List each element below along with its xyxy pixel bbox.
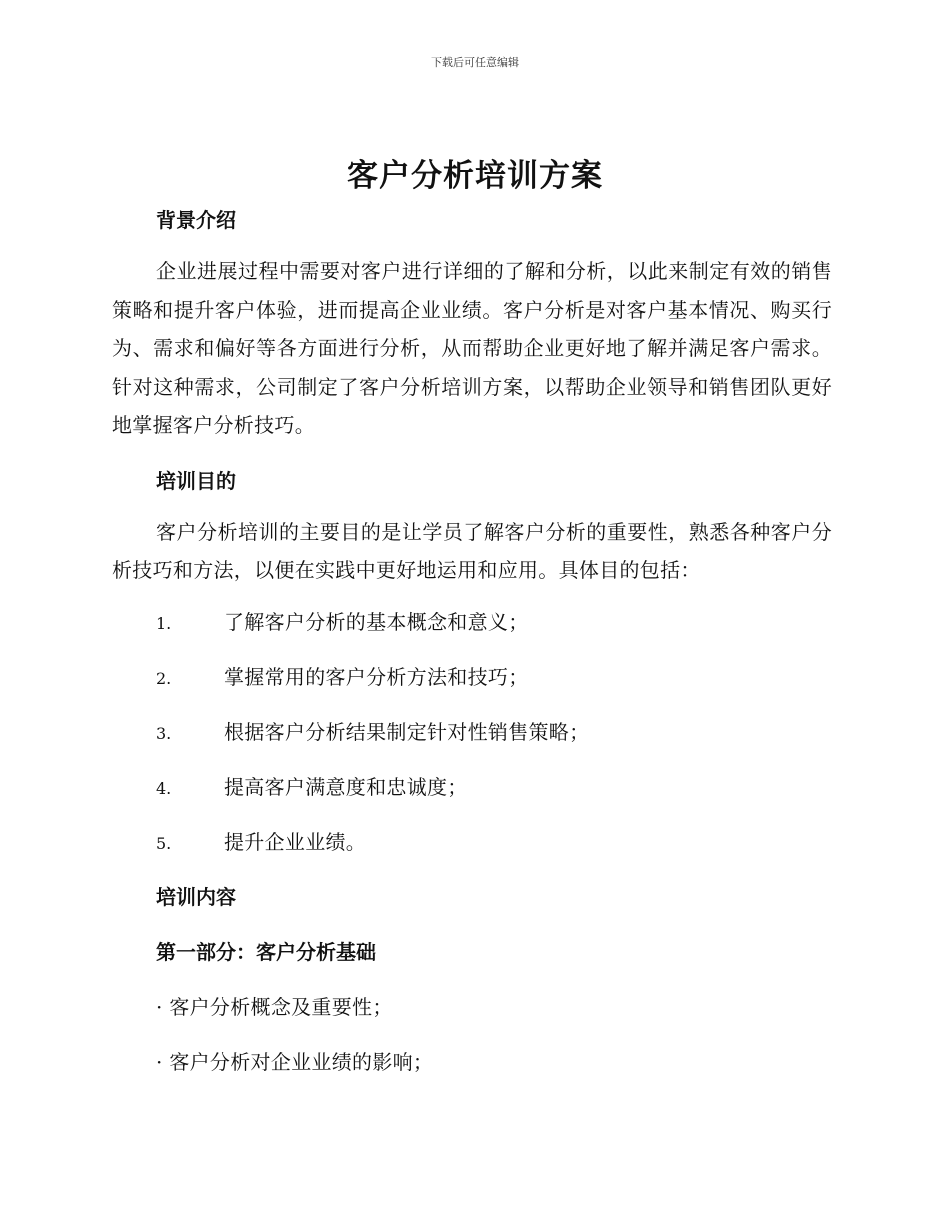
- list-item-text: 掌握常用的客户分析方法和技巧；: [224, 664, 529, 689]
- document-body: [112, 202, 832, 1099]
- list-item-number: 1.: [156, 613, 172, 633]
- list-item: [112, 604, 832, 659]
- section-heading-goals: 培训目的: [156, 468, 236, 493]
- list-item: [112, 824, 832, 879]
- list-item: [112, 714, 832, 769]
- header-note: 下载后可任意编辑: [431, 56, 519, 69]
- list-item: [112, 769, 832, 824]
- section-heading-content: 培训内容: [156, 884, 236, 909]
- basics-bullet-list: [112, 989, 832, 1099]
- list-item-number: 4.: [156, 778, 172, 798]
- list-item-text: 提升企业业绩。: [224, 829, 367, 854]
- goals-list: [112, 604, 832, 879]
- part-heading-basics: 第一部分：客户分析基础: [156, 939, 376, 964]
- section-heading-background: 背景介绍: [156, 208, 236, 232]
- list-item: [112, 659, 832, 714]
- list-item-text: 根据客户分析结果制定针对性销售策略；: [224, 719, 590, 744]
- list-item: · 客户分析概念及重要性；: [156, 994, 393, 1019]
- document-title: 客户分析培训方案: [347, 158, 603, 194]
- list-item-text: 了解客户分析的基本概念和意义；: [224, 609, 529, 634]
- list-item-number: 5.: [156, 833, 172, 853]
- background-paragraph: 企业进展过程中需要对客户进行详细的了解和分析，以此来制定有效的销售策略和提升客户体验，进而提高企业业绩。客户分析是对客户基本情况、购买行为、需求和偏好等各方面进行分析，从而帮助企业更好地了解并满足客户需求。针对这种需求，公司制定了客户分析培训方案，以帮助企业领导和销售团队更好地掌握客户分析技巧。: [112, 259, 832, 437]
- list-item-number: 2.: [156, 668, 172, 688]
- list-item-number: 3.: [156, 723, 172, 743]
- list-item: · 客户分析对企业业绩的影响；: [156, 1049, 434, 1074]
- list-item-text: 提高客户满意度和忠诚度；: [224, 774, 468, 799]
- goals-paragraph: 客户分析培训的主要目的是让学员了解客户分析的重要性，熟悉各种客户分析技巧和方法，以便在实践中更好地运用和应用。具体目的包括：: [112, 519, 832, 582]
